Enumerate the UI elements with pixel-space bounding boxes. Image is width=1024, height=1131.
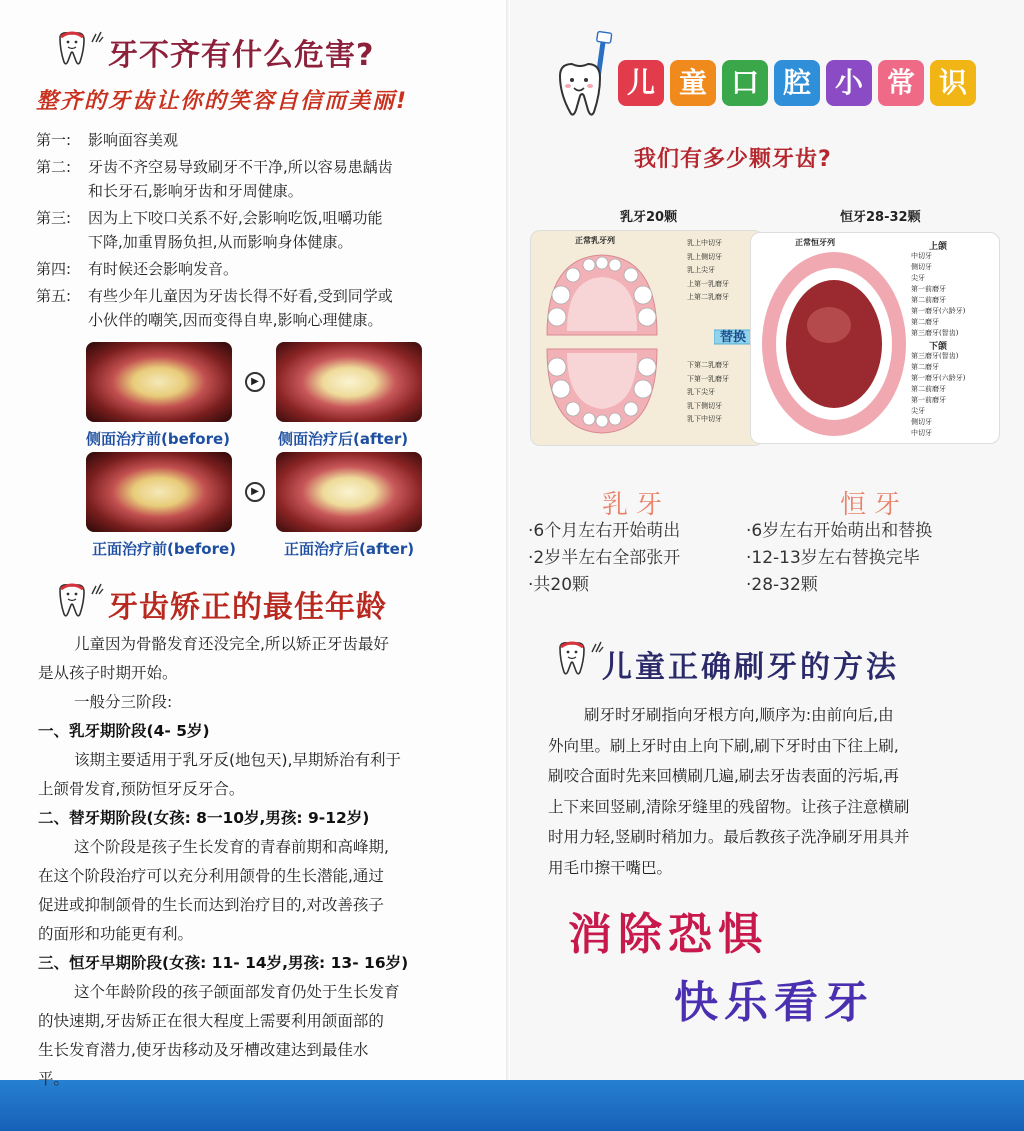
perm-diagram-heading: 正常恒牙列 bbox=[795, 238, 835, 247]
tooth-with-toothbrush-icon bbox=[554, 30, 620, 126]
tooth-mascot-icon bbox=[552, 638, 592, 678]
baby-teeth-title: 乳牙 bbox=[602, 490, 671, 520]
section-subtitle: 整齐的牙齿让你的笑容自信而美丽! bbox=[36, 89, 409, 114]
section-title-best-age: 牙齿矫正的最佳年龄 bbox=[108, 590, 387, 625]
tooth-mascot-icon bbox=[52, 580, 92, 620]
baby-upper-label: 上第一乳磨牙 bbox=[687, 279, 729, 288]
intro-line-1: 儿童因为骨骼发育还没完全,所以矫正牙齿最好 bbox=[74, 635, 389, 653]
right-page bbox=[510, 0, 1024, 1080]
perm-upper-label: 第一磨牙(六龄牙) bbox=[911, 307, 966, 315]
perm-upper-label: 第二前磨牙 bbox=[911, 296, 946, 304]
arrow-right-icon: ▶ bbox=[245, 482, 265, 502]
brushing-method-body bbox=[548, 700, 988, 883]
baby-jaw-drawing bbox=[537, 245, 667, 441]
front-after-photo bbox=[276, 452, 422, 532]
header-tile-5: 小 bbox=[826, 60, 872, 106]
perm-upper-label: 第二磨牙 bbox=[911, 318, 939, 326]
sparkle-icon bbox=[90, 30, 104, 44]
baby-upper-label: 乳上中切牙 bbox=[687, 239, 722, 247]
harm-item-1: 第一: 影响面容美观 bbox=[36, 131, 179, 149]
baby-fact: ·共20颗 bbox=[528, 575, 590, 595]
baby-fact: ·6个月左右开始萌出 bbox=[528, 521, 681, 541]
header-tile-4: 腔 bbox=[774, 60, 820, 106]
baby-lower-label: 乳下尖牙 bbox=[687, 388, 715, 396]
baby-upper-label: 乳上尖牙 bbox=[687, 266, 715, 274]
perm-upper-label: 第一前磨牙 bbox=[911, 285, 946, 293]
header-tile-6: 常 bbox=[878, 60, 924, 106]
caption-side-before: 侧面治疗前(before) bbox=[86, 430, 231, 448]
baby-upper-label: 上第二乳磨牙 bbox=[687, 293, 729, 301]
perm-teeth-diagram bbox=[750, 232, 1000, 444]
stage1-line-2: 上颌骨发育,预防恒牙反牙合。 bbox=[38, 780, 245, 798]
perm-lower-labels bbox=[911, 351, 965, 439]
perm-upper-labels bbox=[911, 251, 965, 339]
arrow-right-icon: ▶ bbox=[245, 372, 265, 392]
header-title-tiles bbox=[618, 60, 982, 106]
harm-item-2: 第二: 牙齿不齐空易导致刷牙不干净,所以容易患龋齿 和长牙石,影响牙齿和牙周健康。 bbox=[36, 158, 393, 200]
baby-upper-label: 乳上侧切牙 bbox=[687, 252, 722, 261]
baby-lower-label: 下第二乳磨牙 bbox=[687, 361, 729, 369]
stage2-line-2: 在这个阶段治疗可以充分利用颌骨的生长潜能,通过 bbox=[38, 867, 384, 885]
harm-item-4: 第四: 有时候还会影响发音。 bbox=[36, 260, 239, 278]
harm-item-5: 第五: 有些少年儿童因为牙齿长得不好看,受到同学或 小伙伴的嘲笑,因而变得自卑,影响心理健康。 bbox=[36, 287, 393, 329]
brush-line: 用毛巾擦干嘴巴。 bbox=[548, 858, 673, 877]
stage3-title: 三、恒牙早期阶段(女孩: 11- 14岁,男孩: 13- 16岁) bbox=[38, 954, 409, 972]
perm-teeth-title: 恒牙 bbox=[840, 490, 909, 520]
harm-list bbox=[36, 128, 486, 332]
slogan-line-1: 消除恐惧 bbox=[568, 909, 768, 960]
perm-lower-label: 第一前磨牙 bbox=[911, 396, 946, 404]
teeth-count-question: 我们有多少颗牙齿? bbox=[634, 147, 832, 172]
intro-line-2: 是从孩子时期开始。 bbox=[38, 664, 178, 682]
perm-lower-label: 第一磨牙(六龄牙) bbox=[911, 374, 966, 382]
baby-lower-labels bbox=[687, 359, 729, 427]
stage3-line-4: 平。 bbox=[38, 1070, 70, 1088]
perm-mouth-drawing bbox=[759, 247, 909, 441]
stage1-title: 一、乳牙期阶段(4- 5岁) bbox=[38, 722, 210, 740]
header-tile-3: 口 bbox=[722, 60, 768, 106]
baby-lower-label: 乳下侧切牙 bbox=[687, 401, 722, 410]
side-before-photo bbox=[86, 342, 232, 422]
intro-line-3: 一般分三阶段: bbox=[74, 693, 173, 711]
baby-lower-label: 下第一乳磨牙 bbox=[687, 374, 729, 383]
perm-fact: ·12-13岁左右替换完毕 bbox=[746, 548, 920, 568]
stage2-line-1: 这个阶段是孩子生长发育的青春前期和高峰期, bbox=[74, 838, 389, 856]
perm-lower-label: 第三磨牙(智齿) bbox=[911, 352, 959, 360]
brush-line: 刷咬合面时先来回横刷几遍,刷去牙齿表面的污垢,再 bbox=[548, 767, 899, 785]
header-tile-2: 童 bbox=[670, 60, 716, 106]
perm-fact: ·6岁左右开始萌出和替换 bbox=[746, 521, 933, 541]
perm-teeth-label: 恒牙28-32颗 bbox=[840, 210, 921, 225]
front-before-photo bbox=[86, 452, 232, 532]
perm-lower-label: 第二磨牙 bbox=[911, 363, 939, 371]
stage2-title: 二、替牙期阶段(女孩: 8一10岁,男孩: 9-12岁) bbox=[38, 809, 370, 827]
best-age-body bbox=[38, 630, 478, 1094]
slogan-line-2: 快乐看牙 bbox=[674, 977, 874, 1028]
brush-line: 上下来回竖刷,清除牙缝里的残留物。让孩子注意横刷 bbox=[548, 797, 910, 816]
baby-upper-labels bbox=[687, 237, 729, 305]
header-tile-1: 儿 bbox=[618, 60, 664, 106]
replace-label: 替换 bbox=[720, 330, 747, 345]
caption-front-after: 正面治疗后(after) bbox=[284, 540, 415, 558]
side-after-photo bbox=[276, 342, 422, 422]
baby-facts-list bbox=[528, 518, 680, 599]
baby-lower-label: 乳下中切牙 bbox=[687, 415, 722, 423]
perm-facts-list bbox=[746, 518, 932, 599]
baby-diagram-heading: 正常乳牙列 bbox=[575, 236, 615, 245]
stage3-line-3: 生长发育潜力,使牙齿移动及牙槽改建达到最佳水 bbox=[38, 1041, 369, 1059]
perm-upper-title: 上颌 bbox=[929, 242, 948, 252]
harm-item-3: 第三: 因为上下咬口关系不好,会影响吃饭,咀嚼功能 下降,加重胃肠负担,从而影响身体健康。 bbox=[36, 209, 383, 251]
baby-teeth-label: 乳牙20颗 bbox=[620, 210, 678, 225]
perm-lower-label: 尖牙 bbox=[911, 407, 925, 415]
brush-line: 外向里。刷上牙时由上向下刷,刷下牙时由下往上刷, bbox=[548, 736, 899, 755]
perm-upper-label: 中切牙 bbox=[911, 252, 932, 260]
stage2-line-4: 的面形和功能更有利。 bbox=[38, 925, 194, 943]
perm-lower-label: 侧切牙 bbox=[911, 418, 932, 426]
caption-front-before: 正面治疗前(before) bbox=[92, 540, 237, 558]
section-title-harm: 牙不齐有什么危害? bbox=[108, 38, 375, 73]
stage3-line-2: 的快速期,牙齿矫正在很大程度上需要利用颌面部的 bbox=[38, 1012, 384, 1030]
header-tile-7: 识 bbox=[930, 60, 976, 106]
perm-upper-label: 尖牙 bbox=[911, 274, 925, 282]
stage3-line-1: 这个年龄阶段的孩子颌面部发育仍处于生长发育 bbox=[74, 983, 400, 1001]
left-page bbox=[0, 0, 510, 1088]
sparkle-icon bbox=[90, 582, 104, 596]
perm-fact: ·28-32颗 bbox=[746, 575, 818, 595]
perm-upper-label: 侧切牙 bbox=[911, 263, 932, 271]
perm-lower-label: 中切牙 bbox=[911, 429, 932, 437]
stage1-line-1: 该期主要适用于乳牙反(地包天),早期矫治有利于 bbox=[74, 751, 402, 769]
brush-line: 时用力轻,竖刷时稍加力。最后教孩子洗净刷牙用具并 bbox=[548, 828, 910, 846]
tooth-mascot-icon bbox=[52, 28, 92, 68]
perm-lower-label: 第二前磨牙 bbox=[911, 385, 946, 393]
perm-upper-label: 第三磨牙(智齿) bbox=[911, 329, 959, 337]
perm-lower-title: 下颌 bbox=[929, 342, 948, 352]
brush-line: 刷牙时牙刷指向牙根方向,顺序为:由前向后,由 bbox=[584, 706, 894, 724]
baby-fact: ·2岁半左右全部张开 bbox=[528, 548, 681, 568]
brushing-method-title: 儿童正确刷牙的方法 bbox=[602, 650, 899, 685]
caption-side-after: 侧面治疗后(after) bbox=[278, 430, 409, 448]
stage2-line-3: 促进或抑制颌骨的生长而达到治疗目的,对改善孩子 bbox=[38, 896, 384, 914]
